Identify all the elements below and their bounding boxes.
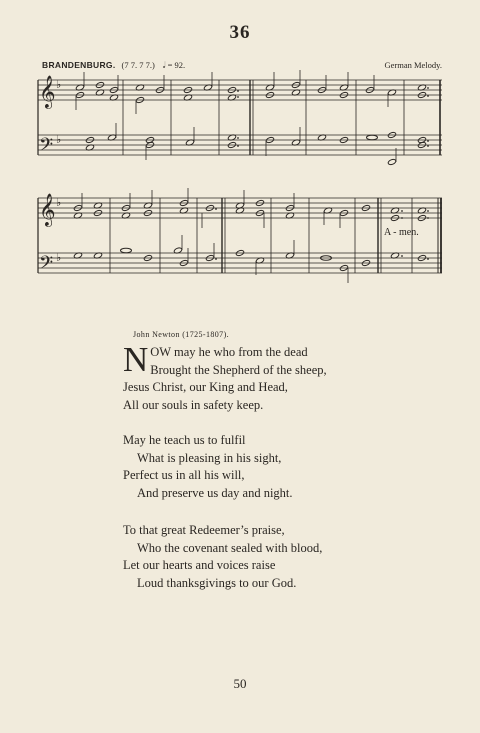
verse-line: Who the covenant sealed with blood,	[137, 540, 323, 555]
author-credit: John Newton (1725-1807).	[133, 330, 230, 339]
tune-name: BRANDENBURG.	[42, 60, 116, 70]
tune-meter: (7 7. 7 7.)	[121, 60, 155, 70]
verse-line: May he teach us to fulfil	[123, 433, 246, 447]
tune-source: German Melody.	[384, 60, 442, 70]
drop-cap: N	[123, 340, 149, 379]
page-number: 50	[233, 676, 247, 691]
svg-text:𝄢: 𝄢	[39, 135, 54, 160]
svg-text:♭: ♭	[56, 196, 62, 209]
verse-2	[123, 432, 293, 502]
verse-line: Let our hearts and voices raise	[123, 558, 276, 572]
verse-line: And preserve us day and night.	[137, 485, 293, 500]
verse-line: All our souls in safety keep.	[123, 397, 264, 412]
verse-3	[123, 522, 322, 592]
music-system-2	[0, 188, 480, 288]
hymn-number: 36	[229, 22, 251, 43]
music-system-1	[0, 70, 480, 170]
tempo-marking: 𝅗𝅥 = 92.	[162, 60, 186, 70]
svg-text:♭: ♭	[56, 133, 62, 146]
amen-lyric: A - men.	[384, 227, 419, 238]
svg-text:♭: ♭	[56, 78, 62, 91]
verse-line: Perfect us in all his will,	[123, 468, 245, 482]
verse-line: Jesus Christ, our King and Head,	[123, 380, 288, 394]
svg-text:𝄢: 𝄢	[39, 253, 54, 278]
svg-text:𝄞: 𝄞	[39, 193, 56, 226]
verse-line: To that great Redeemer’s praise,	[123, 523, 285, 537]
verse-1	[123, 340, 327, 414]
verse-line: Brought the Shepherd of the sheep,	[150, 362, 327, 377]
verse-line: What is pleasing in his sight,	[137, 450, 282, 465]
verse-line: Loud thanksgivings to our God.	[137, 575, 297, 590]
svg-text:♭: ♭	[56, 251, 62, 264]
svg-text:𝄞: 𝄞	[39, 75, 56, 108]
verse-line: OW may he who from the dead	[150, 345, 308, 359]
